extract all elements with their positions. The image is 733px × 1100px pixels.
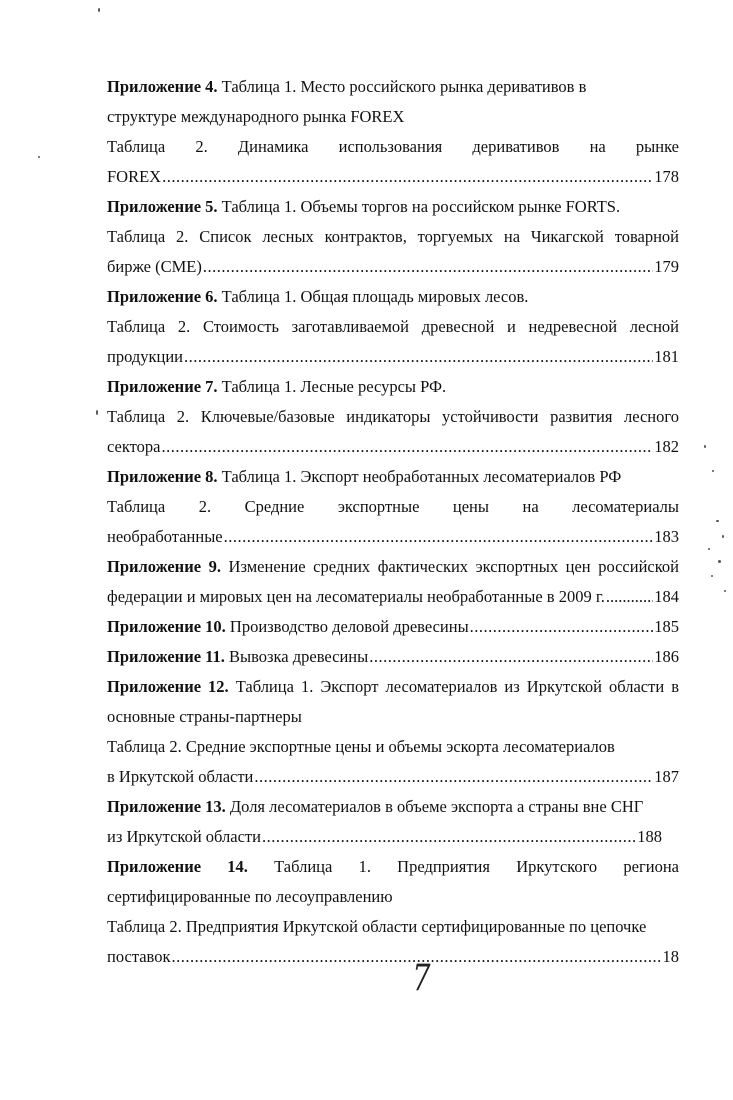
toc-page-number: 187 <box>654 767 679 786</box>
toc-word: Предприятия <box>397 857 490 876</box>
appendix-label: Приложение 11. <box>107 647 225 666</box>
toc-appendix-5-line-2: Таблица 2. Список лесных контрактов, торгуемых на Чикагской товарной <box>107 227 679 246</box>
toc-text: Таблица 1. Лесные ресурсы РФ. <box>217 377 447 396</box>
toc-page-number: 18 <box>662 947 679 966</box>
appendix-label: Приложение 13. <box>107 797 226 816</box>
toc-word: Таблица <box>107 137 166 156</box>
toc-text: бирже (CME) <box>107 257 202 276</box>
toc-word: 2. <box>195 137 208 156</box>
toc-appendix-7-line-1 <box>107 372 679 402</box>
appendix-label: Приложение 4. <box>107 77 218 96</box>
toc-appendix-12-leader <box>107 762 679 792</box>
appendix-label: Приложение 8. <box>107 467 218 486</box>
toc-appendix-6-line-2: Таблица 2. Стоимость заготавливаемой древесной и недревесной лесной <box>107 317 679 336</box>
toc-page-number: 178 <box>654 167 679 186</box>
scan-speck <box>712 470 714 472</box>
scan-speck <box>38 156 40 158</box>
toc-appendix-12-line-3: Таблица 2. Средние экспортные цены и объемы эскорта лесоматериалов <box>107 737 615 756</box>
toc-appendix-7-leader <box>107 432 679 462</box>
scan-speck <box>724 590 726 592</box>
toc-page-number: 188 <box>637 827 662 846</box>
toc-page-number: 181 <box>654 347 679 366</box>
toc-word: цены <box>452 497 489 516</box>
toc-text: поставок <box>107 947 171 966</box>
toc-appendix-13-line-1 <box>107 792 679 822</box>
dot-leader <box>203 252 653 282</box>
toc-word: рынке <box>635 137 679 156</box>
toc-page-number: 185 <box>654 617 679 636</box>
toc-appendix-9-leader <box>107 582 679 612</box>
toc-word: 2. <box>198 497 212 516</box>
toc-page-number: 186 <box>654 647 679 666</box>
appendix-label: 14. <box>227 857 248 876</box>
dot-leader <box>161 432 653 462</box>
toc-word: Динамика <box>237 137 309 156</box>
handwritten-page-number: 7 <box>412 958 431 999</box>
toc-word: Средние <box>244 497 305 516</box>
toc-appendix-5-line-1 <box>107 192 679 222</box>
dot-leader <box>184 342 653 372</box>
toc-text: федерации и мировых цен на лесоматериалы необработанные в 2009 г. <box>107 587 605 606</box>
toc-appendix-5-leader <box>107 252 679 282</box>
toc-appendix-13-leader <box>107 822 662 852</box>
appendix-label: Приложение 12. <box>107 677 229 696</box>
scan-speck <box>708 548 710 550</box>
toc-text: Изменение средних фактических экспортных цен российской <box>220 557 679 576</box>
toc-text: Таблица 1. Общая площадь мировых лесов. <box>217 287 529 306</box>
toc-page-number: 182 <box>654 437 679 456</box>
toc-word: Таблица <box>107 497 166 516</box>
toc-word: на <box>522 497 539 516</box>
toc-text: в Иркутской области <box>107 767 254 786</box>
toc-text: Таблица 1. Экспорт необработанных лесоматериалов РФ <box>217 467 622 486</box>
appendix-label: Приложение <box>107 857 202 876</box>
toc-appendix-6-leader <box>107 342 679 372</box>
toc-appendix-4-line-1 <box>107 72 679 102</box>
toc-appendix-8-line-1 <box>107 462 679 492</box>
dot-leader <box>369 642 653 672</box>
scan-speck <box>711 575 713 577</box>
toc-appendix-9-line-1 <box>107 552 679 582</box>
toc-word: деривативов <box>472 137 560 156</box>
toc-appendix-11 <box>107 642 679 672</box>
dot-leader <box>224 522 654 552</box>
toc-appendix-8-table-2 <box>107 492 679 522</box>
toc-word: экспортные <box>337 497 420 516</box>
toc-appendix-14-line-3: Таблица 2. Предприятия Иркутской области сертифицированные по цепочке <box>107 917 647 936</box>
scan-speck <box>704 445 706 448</box>
appendix-label: Приложение 7. <box>107 377 218 396</box>
appendix-label: Приложение 6. <box>107 287 218 306</box>
toc-appendix-10 <box>107 612 679 642</box>
appendix-label: Приложение 5. <box>107 197 218 216</box>
dot-leader <box>606 582 653 612</box>
toc-word: использования <box>338 137 443 156</box>
toc-page-number: 184 <box>654 587 679 606</box>
toc-text: FOREX <box>107 167 162 186</box>
scan-speck <box>716 520 719 522</box>
toc-text: Производство деловой древесины <box>225 617 469 636</box>
table-of-contents <box>107 72 679 972</box>
dot-leader <box>162 162 653 192</box>
toc-text: продукции <box>107 347 184 366</box>
toc-text: Таблица 1. Экспорт лесоматериалов из Иркутской области в <box>228 677 679 696</box>
toc-word: региона <box>623 857 679 876</box>
dot-leader <box>254 762 653 792</box>
toc-appendix-14-leader <box>107 942 679 972</box>
toc-text: из Иркутской области <box>107 827 261 846</box>
toc-appendix-14-line-2: сертифицированные по лесоуправлению <box>107 887 393 906</box>
toc-appendix-12-line-1 <box>107 672 679 702</box>
toc-appendix-4-line-2: структуре международного рынка FOREX <box>107 107 405 126</box>
scan-speck <box>98 8 100 12</box>
appendix-label: Приложение 10. <box>107 617 226 636</box>
dot-leader <box>262 822 636 852</box>
toc-appendix-7-line-2: Таблица 2. Ключевые/базовые индикаторы устойчивости развития лесного <box>107 407 679 426</box>
scan-speck <box>96 410 98 415</box>
toc-appendix-12-line-2: основные страны-партнеры <box>107 707 302 726</box>
toc-text: Доля лесоматериалов в объеме экспорта а страны вне СНГ <box>225 797 644 816</box>
toc-word: лесоматериалы <box>572 497 679 516</box>
scan-speck <box>722 535 724 538</box>
toc-text: необработанные <box>107 527 223 546</box>
toc-text: Таблица 1. Объемы торгов на российском рынке FORTS. <box>217 197 621 216</box>
scan-speck <box>718 560 721 563</box>
appendix-label: Приложение 9. <box>107 557 221 576</box>
toc-page-number: 183 <box>654 527 679 546</box>
dot-leader <box>470 612 654 642</box>
toc-text: Таблица 1. Место российского рынка деривативов в <box>217 77 587 96</box>
toc-text: сектора <box>107 437 161 456</box>
toc-appendix-4-leader <box>107 162 679 192</box>
toc-word: Иркутского <box>516 857 598 876</box>
toc-word: на <box>589 137 606 156</box>
toc-text: Вывозка древесины <box>224 647 369 666</box>
toc-appendix-8-leader <box>107 522 679 552</box>
toc-page-number: 179 <box>654 257 679 276</box>
toc-appendix-14-line-1 <box>107 852 679 882</box>
toc-word: Таблица <box>274 857 333 876</box>
toc-word: 1. <box>358 857 371 876</box>
toc-appendix-6-line-1 <box>107 282 679 312</box>
toc-appendix-4-table-2 <box>107 132 679 162</box>
